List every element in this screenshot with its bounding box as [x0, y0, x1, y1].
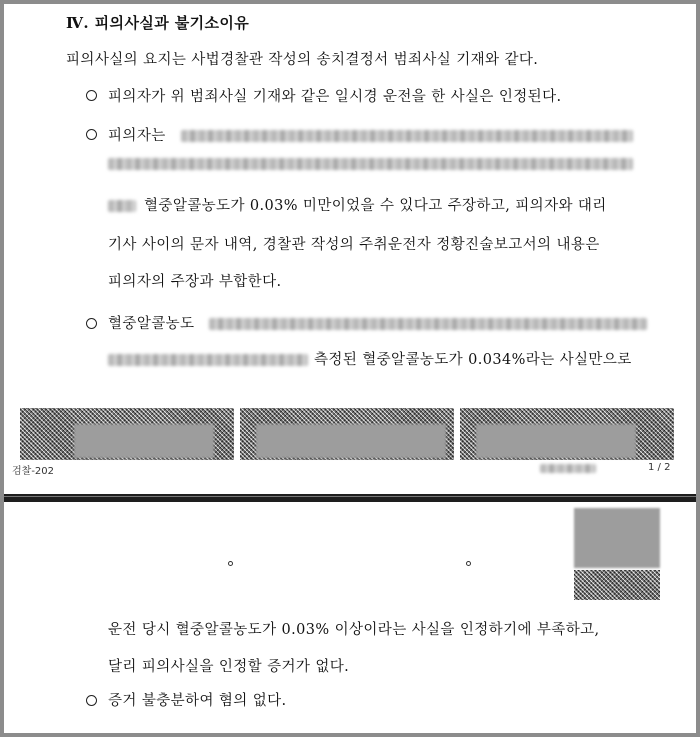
dot-mark [228, 561, 233, 566]
redacted-stamp-noise [574, 570, 660, 600]
bullet-circle [86, 90, 97, 101]
redacted-text [181, 130, 633, 142]
document-page-2 [4, 502, 696, 733]
redacted-text [108, 354, 308, 366]
redacted-text [108, 200, 136, 212]
item-2-line-5: 피의자의 주장과 부합한다. [108, 274, 282, 290]
bullet-circle [86, 318, 97, 329]
item-2-line-3: 혈중알콜농도가 0.03% 미만이었을 수 있다고 주장하고, 피의자와 대리 [108, 194, 607, 215]
redacted-text [209, 318, 647, 330]
item-3-line-1: 혈중알콜농도 [108, 312, 647, 333]
item-1-text: 피의자가 위 범죄사실 기재와 같은 일시경 운전을 한 사실은 인정된다. [108, 89, 562, 105]
intro-paragraph: 피의사실의 요지는 사법경찰관 작성의 송치결정서 범죄사실 기재와 같다. [66, 52, 539, 68]
page-number: 1 / 2 [648, 462, 671, 473]
page-2-line-2: 달리 피의사실을 인정할 증거가 없다. [108, 659, 350, 675]
item-2-line-1 [108, 124, 633, 145]
section-heading: Ⅳ. 피의사실과 불기소이유 [66, 14, 250, 32]
page-break [4, 494, 696, 502]
bullet-circle [86, 129, 97, 140]
item-4-text: 증거 불충분하여 혐의 없다. [108, 693, 287, 709]
dot-mark [466, 561, 471, 566]
footer-doc-id: 검찰-202 [12, 466, 55, 477]
item-3-line-2: 측정된 혈중알콜농도가 0.034%라는 사실만으로 [108, 348, 632, 369]
bullet-circle [86, 695, 97, 706]
redacted-text [540, 464, 596, 473]
item-2-line-2 [108, 156, 633, 172]
redacted-footer-overlay [476, 424, 636, 458]
redacted-footer-overlay [74, 424, 214, 458]
document-page-1 [4, 4, 696, 494]
redacted-stamp [574, 508, 660, 568]
item-2-start: 피의자는 [108, 128, 166, 144]
redacted-footer-overlay [256, 424, 446, 458]
item-2-line-4: 기사 사이의 문자 내역, 경찰관 작성의 주취운전자 정황진술보고서의 내용은 [108, 237, 600, 253]
page-2-line-1: 운전 당시 혈중알콜농도가 0.03% 이상이라는 사실을 인정하기에 부족하고, [108, 622, 600, 638]
redacted-text [108, 158, 633, 170]
